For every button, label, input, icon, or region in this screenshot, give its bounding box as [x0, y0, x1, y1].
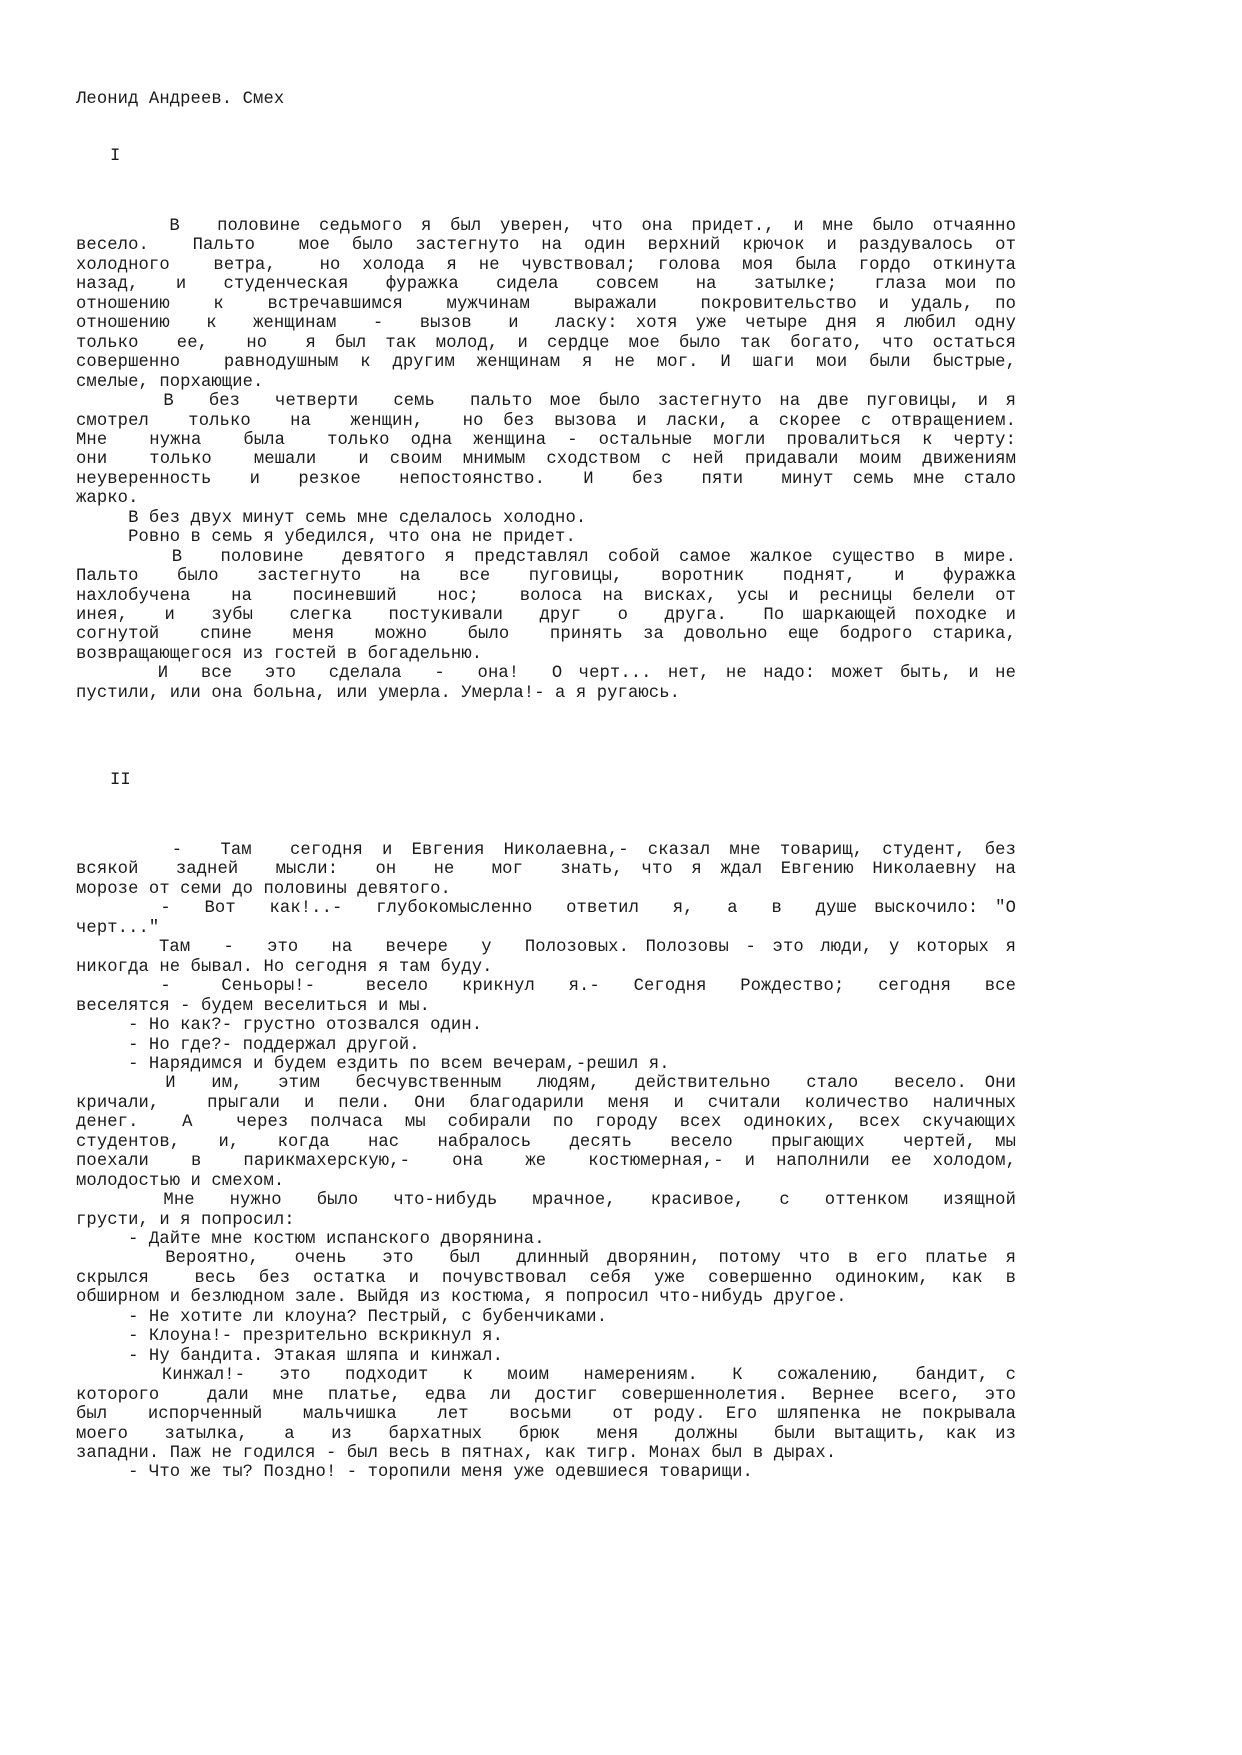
text-line: западни. Паж не годился - был весь в пятнах, как тигр. Монах был в дырах. — [76, 1443, 837, 1463]
text-line: неуверенность и резкое непостоянство. И без пяти минут семь мне стало — [76, 469, 1016, 489]
text-line: студентов, и, когда нас набралось десять весело прыгающих чертей, мы — [76, 1132, 1016, 1152]
text-line: назад, и студенческая фуражка сидела совсем на затылке; глаза мои по — [76, 275, 1016, 295]
text-line: денег. А через полчаса мы собирали по городу всех одиноких, всех скучающих — [76, 1113, 1016, 1133]
text-line: молодостью и смехом. — [76, 1171, 285, 1191]
text-line: В без двух минут семь мне сделалось холодно. — [76, 508, 587, 528]
text-line: скрылся весь без остатка и почувствовал себя уже совершенно одиноким, как в — [76, 1268, 1016, 1288]
text-line: пустили, или она больна, или умерла. Умерла!- а я ругаюсь. — [76, 683, 681, 703]
text-line: - Но как?- грустно отозвался один. — [76, 1016, 483, 1036]
text-line: Пальто было застегнуто на все пуговицы, воротник поднят, и фуражка — [76, 567, 1016, 587]
text-line: кричали, прыгали и пели. Они благодарили меня и считали количество наличных — [76, 1093, 1016, 1113]
text-line: Мне нужно было что-нибудь мрачное, красивое, с оттенком изящной — [76, 1191, 1016, 1211]
text-line: они только мешали и своим мнимым сходством с ней придавали моим движениям — [76, 450, 1016, 470]
text-line: Ровно в семь я убедился, что она не придет. — [76, 528, 576, 548]
text-line: черт..." — [76, 918, 160, 938]
text-line: В без четверти семь пальто мое было застегнуто на две пуговицы, и я — [76, 392, 1016, 412]
text-line: - Вот как!..- глубокомысленно ответил я, а в душе выскочило: "О — [76, 899, 1016, 919]
text-line: - Клоуна!- презрительно вскрикнул я. — [76, 1327, 503, 1347]
text-line: - Ну бандита. Этакая шляпа и кинжал. — [76, 1346, 503, 1366]
text-line: И им, этим бесчувственным людям, действительно стало весело. Они — [76, 1074, 1016, 1094]
text-line: - Сеньоры!- весело крикнул я.- Сегодня Рождество; сегодня все — [76, 977, 1016, 997]
text-line: грусти, и я попросил: — [76, 1210, 295, 1230]
text-line: был испорченный мальчишка лет восьми от роду. Его шляпенка не покрывала — [76, 1405, 1016, 1425]
text-line: всякой задней мысли: он не мог знать, что я ждал Евгению Николаевну на — [76, 860, 1016, 880]
text-line: В половине седьмого я был уверен, что она придет., и мне было отчаянно — [76, 217, 1016, 236]
text-line: совершенно равнодушным к другим женщинам я не мог. И шаги мои были быстрые, — [76, 353, 1016, 373]
text-line: которого дали мне платье, едва ли достиг совершеннолетия. Вернее всего, это — [76, 1385, 1016, 1405]
text-line: поехали в парикмахерскую,- она же костюмерная,- и наполнили ее холодом, — [76, 1152, 1016, 1172]
text-line: согнутой спине меня можно было принять за довольно еще бодрого старика, — [76, 625, 1016, 645]
document-title: Леонид Андреев. Смех — [76, 90, 285, 109]
text-line: холодного ветра, но холода я не чувствовал; голова моя была гордо откинута — [76, 255, 1016, 275]
text-line: нахлобучена на посиневший нос; волоса на висках, усы и ресницы белели от — [76, 586, 1016, 606]
text-line: Вероятно, очень это был длинный дворянин, потому что в его платье я — [76, 1249, 1016, 1269]
chapter-heading-1: I — [110, 147, 121, 166]
text-line: никогда не бывал. Но сегодня я там буду. — [76, 957, 493, 977]
text-line: Там - это на вечере у Полозовых. Полозовы - это люди, у которых я — [76, 938, 1016, 958]
text-line: отношению к встречавшимся мужчинам выражали покровительство и удаль, по — [76, 294, 1016, 314]
text-line: И все это сделала - она! О черт... нет, не надо: может быть, и не — [76, 664, 1016, 684]
text-line: возвращающегося из гостей в богадельню. — [76, 644, 483, 664]
text-line: Кинжал!- это подходит к моим намерениям. К сожалению, бандит, с — [76, 1366, 1016, 1386]
text-line: морозе от семи до половины девятого. — [76, 879, 451, 899]
text-line: - Не хотите ли клоуна? Пестрый, с бубенчиками. — [76, 1307, 608, 1327]
text-line: В половине девятого я представлял собой самое жалкое существо в мире. — [76, 547, 1016, 567]
text-line: - Дайте мне костюм испанского дворянина. — [76, 1230, 545, 1249]
text-line: смелые, порхающие. — [76, 372, 264, 392]
text-line: веселятся - будем веселиться и мы. — [76, 996, 431, 1016]
chapter-heading-2: II — [110, 771, 131, 790]
text-line: - Нарядимся и будем ездить по всем вечерам,-решил я. — [76, 1054, 670, 1074]
text-line: - Но где?- поддержал другой. — [76, 1035, 420, 1055]
text-line: отношению к женщинам - вызов и ласку: хотя уже четыре дня я любил одну — [76, 314, 1016, 334]
text-line: - Там сегодня и Евгения Николаевна,- сказал мне товарищ, студент, без — [76, 841, 1016, 860]
text-line: моего затылка, а из бархатных брюк меня должны были вытащить, как из — [76, 1424, 1016, 1444]
text-line: - Что же ты? Поздно! - торопили меня уже одевшиеся товарищи. — [76, 1463, 753, 1483]
text-line: Мне нужна была только одна женщина - остальные могли провалиться к черту: — [76, 430, 1016, 450]
text-line: жарко. — [76, 489, 139, 509]
text-line: только ее, но я был так молод, и сердце мое было так богато, что остаться — [76, 333, 1016, 353]
text-line: инея, и зубы слегка постукивали друг о друга. По шаркающей походке и — [76, 606, 1016, 625]
text-line: весело. Пальто мое было застегнуто на один верхний крючок и раздувалось от — [76, 236, 1016, 256]
text-line: смотрел только на женщин, но без вызова и ласки, а скорее с отвращением. — [76, 411, 1016, 431]
text-line: обширном и безлюдном зале. Выйдя из костюма, я попросил что-нибудь другое. — [76, 1288, 847, 1308]
